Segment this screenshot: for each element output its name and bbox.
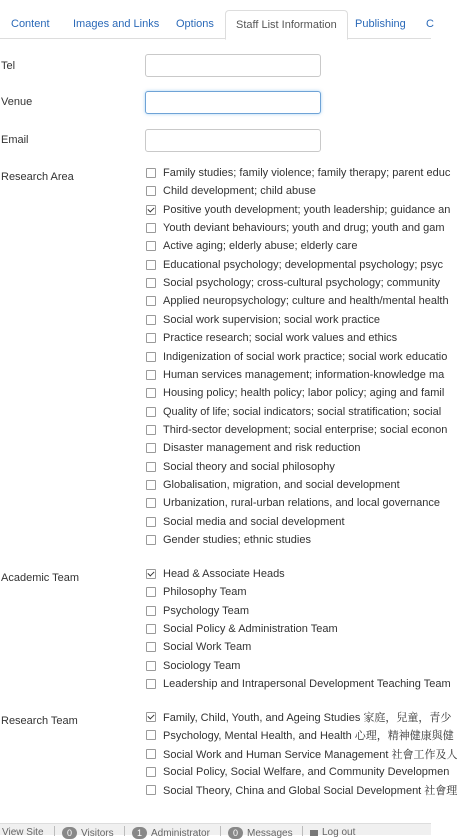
academic-team-option[interactable] — [146, 566, 285, 582]
checkbox[interactable] — [146, 480, 156, 490]
tel-label: Tel — [1, 60, 16, 72]
academic-team-option-label: Philosophy Team — [163, 586, 247, 599]
checkbox[interactable] — [146, 205, 156, 215]
academic-team-option[interactable] — [146, 621, 338, 637]
research-team-option[interactable] — [146, 782, 457, 798]
email-input[interactable] — [145, 129, 321, 152]
research-team-label: Research Team — [1, 715, 78, 727]
administrator-item[interactable] — [132, 827, 210, 839]
checkbox[interactable] — [146, 168, 156, 178]
academic-team-label: Academic Team — [1, 572, 80, 584]
checkbox[interactable] — [146, 407, 156, 417]
tab-more[interactable]: C — [426, 18, 434, 30]
logout-link[interactable] — [310, 827, 355, 838]
research-area-option-label: Positive youth development; youth leadership; guidance an — [163, 203, 451, 216]
research-area-option[interactable] — [146, 293, 449, 309]
venue-label: Venue — [1, 96, 33, 108]
academic-team-option-label: Leadership and Intrapersonal Development Teaching Team — [163, 677, 451, 690]
checkbox[interactable] — [146, 785, 156, 795]
checkbox[interactable] — [146, 462, 156, 472]
research-area-option-label: Social psychology; cross-cultural psychology; community — [163, 277, 440, 290]
messages-count-badge: 0 — [228, 827, 243, 839]
checkbox[interactable] — [146, 679, 156, 689]
checkbox[interactable] — [146, 624, 156, 634]
research-area-option-label: Active aging; elderly abuse; elderly care — [163, 240, 358, 253]
research-area-option[interactable] — [146, 385, 444, 401]
research-area-option[interactable] — [146, 275, 440, 291]
research-area-option[interactable] — [146, 183, 316, 199]
research-area-option-label: Housing policy; health policy; labor policy; aging and famil — [163, 387, 445, 400]
checkbox[interactable] — [146, 587, 156, 597]
messages-label: Messages — [247, 827, 293, 839]
checkbox[interactable] — [146, 278, 156, 288]
view-site-label: View Site — [2, 827, 44, 838]
academic-team-option-label: Sociology Team — [163, 659, 241, 672]
checkbox[interactable] — [146, 241, 156, 251]
messages-item[interactable] — [228, 827, 293, 839]
academic-team-option[interactable] — [146, 658, 240, 674]
checkbox[interactable] — [146, 352, 156, 362]
research-area-option[interactable] — [146, 202, 450, 218]
research-area-option[interactable] — [146, 220, 445, 236]
checkbox[interactable] — [146, 296, 156, 306]
research-area-option[interactable] — [146, 440, 360, 456]
research-area-option[interactable] — [146, 532, 311, 548]
research-area-option[interactable] — [146, 165, 450, 181]
checkbox[interactable] — [146, 388, 156, 398]
research-area-option[interactable] — [146, 477, 400, 493]
checkbox[interactable] — [146, 712, 156, 722]
status-bar — [0, 823, 431, 839]
academic-team-option[interactable] — [146, 603, 249, 619]
visitors-count-badge: 0 — [62, 827, 77, 839]
academic-team-option-label: Psychology Team — [163, 604, 250, 617]
research-team-option-label: Social Policy, Social Welfare, and Community Developmen — [163, 765, 450, 778]
research-area-option[interactable] — [146, 330, 397, 346]
checkbox[interactable] — [146, 370, 156, 380]
research-area-option[interactable] — [146, 312, 380, 328]
research-team-option[interactable] — [146, 764, 449, 780]
checkbox[interactable] — [146, 569, 156, 579]
checkbox[interactable] — [146, 315, 156, 325]
admin-label: Administrator — [151, 827, 210, 839]
visitors-label: Visitors — [81, 827, 114, 839]
research-area-option-label: Applied neuropsychology; culture and health/mental health — [163, 295, 449, 308]
research-area-option-label: Quality of life; social indicators; social stratification; social — [163, 405, 442, 418]
checkbox[interactable] — [146, 749, 156, 759]
research-area-option-label: Social work supervision; social work practice — [163, 313, 381, 326]
tab-bar — [0, 0, 434, 39]
academic-team-option-label: Social Policy & Administration Team — [163, 622, 338, 635]
research-area-option[interactable] — [146, 349, 447, 365]
research-area-option[interactable] — [146, 495, 440, 511]
research-area-option[interactable] — [146, 238, 357, 254]
divider — [54, 826, 55, 836]
research-area-option[interactable] — [146, 459, 335, 475]
tab-staff-list-information[interactable]: Staff List Information — [225, 10, 348, 40]
research-area-option-label: Practice research; social work values and ethics — [163, 332, 398, 345]
tab-publishing[interactable]: Publishing — [355, 18, 406, 30]
divider — [124, 826, 125, 836]
research-area-option-label: Indigenization of social work practice; social work educatio — [163, 350, 448, 363]
checkbox[interactable] — [146, 498, 156, 508]
academic-team-option-label: Head & Associate Heads — [163, 568, 285, 580]
research-area-option-label: Gender studies; ethnic studies — [163, 534, 311, 546]
checkbox[interactable] — [146, 730, 156, 740]
email-label: Email — [1, 134, 29, 146]
checkbox[interactable] — [146, 642, 156, 652]
divider — [302, 826, 303, 836]
research-team-option-label: Family, Child, Youth, and Ageing Studies 家庭，兒童，青少 — [163, 712, 452, 724]
research-area-option-label: Social media and social development — [163, 515, 345, 528]
admin-count-badge: 1 — [132, 827, 147, 839]
divider — [220, 826, 221, 836]
research-area-option-label: Social theory and social philosophy — [163, 460, 335, 473]
research-area-option-label: Third-sector development; social enterprise; social econon — [163, 423, 448, 436]
view-site-link[interactable] — [2, 827, 44, 838]
research-area-option-label: Youth deviant behaviours; youth and drug; youth and gam — [163, 222, 445, 235]
research-area-option[interactable] — [146, 404, 441, 420]
logout-label: Log out — [322, 827, 356, 838]
checkbox[interactable] — [146, 186, 156, 196]
research-area-option[interactable] — [146, 367, 444, 383]
checkbox[interactable] — [146, 661, 156, 671]
research-team-option[interactable] — [146, 746, 457, 762]
research-area-option[interactable] — [146, 257, 443, 273]
research-team-option-label: Social Work and Human Service Management 社會工作及人 — [163, 748, 457, 761]
academic-team-option[interactable] — [146, 639, 251, 655]
research-area-option-label: Child development; child abuse — [163, 185, 316, 198]
checkbox[interactable] — [146, 425, 156, 435]
academic-team-option-label: Social Work Team — [163, 641, 252, 654]
research-area-option-label: Educational psychology; developmental psychology; psyc — [163, 258, 444, 271]
checkbox[interactable] — [146, 443, 156, 453]
academic-team-option[interactable] — [146, 584, 247, 600]
research-team-option[interactable] — [146, 727, 454, 743]
checkbox[interactable] — [146, 223, 156, 233]
research-area-option[interactable] — [146, 514, 345, 530]
checkbox[interactable] — [146, 333, 156, 343]
research-team-option[interactable] — [146, 709, 451, 725]
research-area-label: Research Area — [1, 171, 74, 183]
tab-options[interactable]: Options — [176, 18, 214, 30]
checkbox[interactable] — [146, 517, 156, 527]
venue-input[interactable] — [145, 91, 321, 114]
checkbox[interactable] — [146, 767, 156, 777]
research-area-option-label: Family studies; family violence; family therapy; parent educ — [163, 167, 451, 179]
checkbox[interactable] — [146, 535, 156, 545]
research-area-option-label: Disaster management and risk reduction — [163, 442, 361, 455]
research-team-option-label: Social Theory, China and Global Social Development 社會理 — [163, 785, 457, 797]
academic-team-option[interactable] — [146, 676, 451, 692]
research-area-option-label: Urbanization, rural-urban relations, and local governance — [163, 497, 440, 510]
tab-content[interactable]: Content — [11, 18, 50, 30]
research-team-option-label: Psychology, Mental Health, and Health 心理，精神健康與健 — [163, 730, 454, 743]
visitors-item[interactable] — [62, 827, 114, 839]
research-area-option[interactable] — [146, 422, 447, 438]
logout-icon — [310, 830, 318, 836]
tab-images-and-links[interactable]: Images and Links — [73, 18, 160, 30]
checkbox[interactable] — [146, 606, 156, 616]
checkbox[interactable] — [146, 260, 156, 270]
research-area-option-label: Globalisation, migration, and social development — [163, 478, 400, 491]
research-area-option-label: Human services management; information-knowledge ma — [163, 368, 445, 381]
tel-input[interactable] — [145, 54, 321, 77]
